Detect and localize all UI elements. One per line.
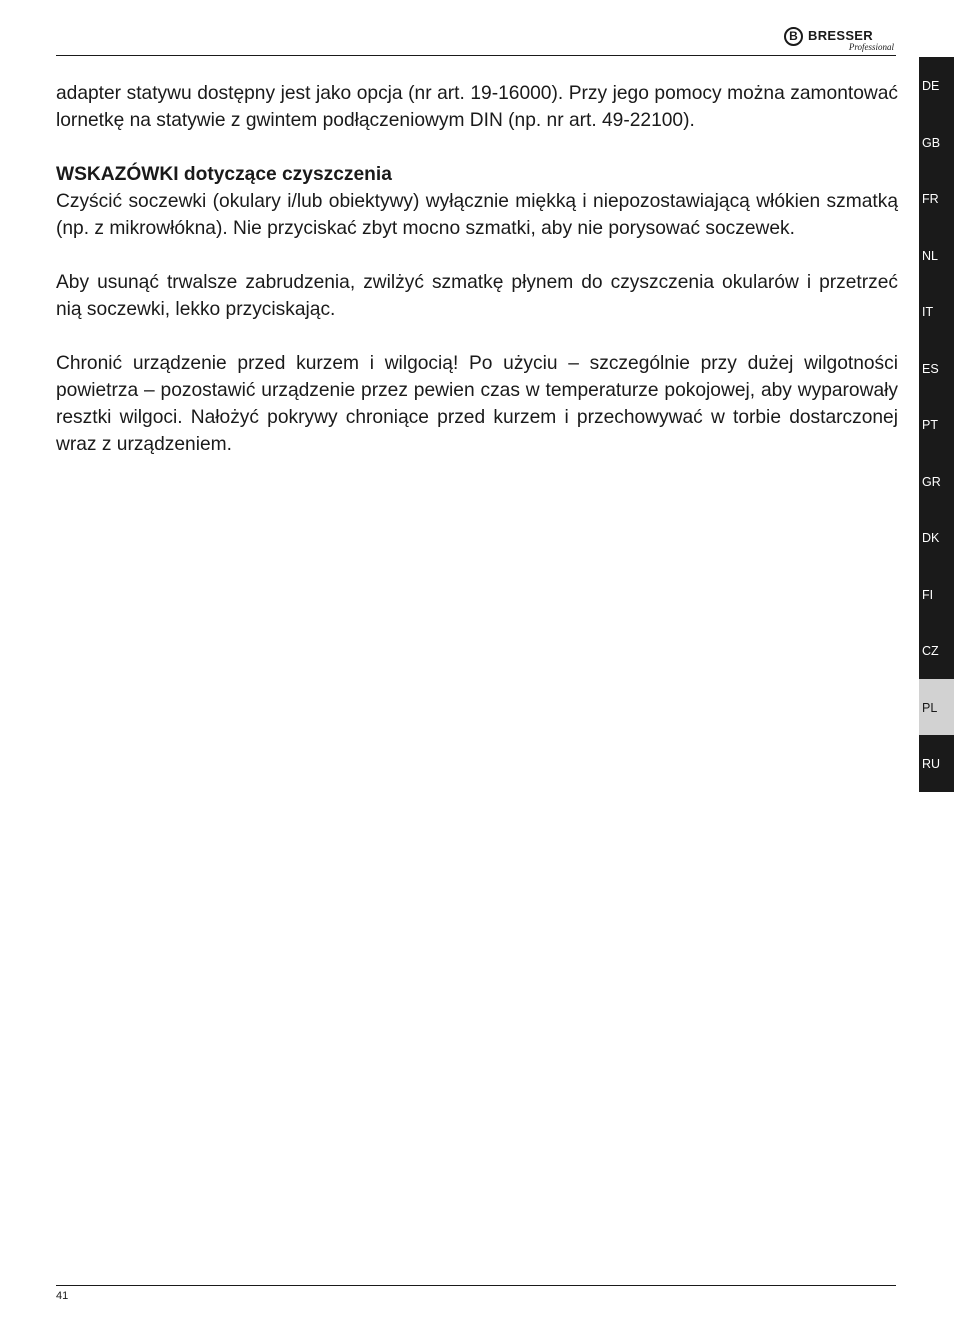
storage-paragraph: Chronić urządzenie przed kurzem i wilgocią! Po użyciu – szczególnie przy dużej wilgotności powietrza – pozostawić urządzenie przez pewien czas w temperaturze pokojowej, aby wyparowały resztki wilgoci. Nałożyć pokrywy chroniące przed kurzem i przechowywać w torbie dostarczonej wraz z urządzeniem. <box>56 353 898 455</box>
stains-paragraph: Aby usunąć trwalsze zabrudzenia, zwilżyć szmatkę płynem do czyszczenia okularów i przetrzeć nią soczewki, lekko przyciskając. <box>56 272 898 320</box>
lang-tab-fr[interactable]: FR <box>919 170 954 227</box>
page-number: 41 <box>56 1290 69 1302</box>
header-rule <box>56 55 896 56</box>
lang-tab-ru[interactable]: RU <box>919 735 954 792</box>
bresser-logo <box>784 25 898 53</box>
lang-tab-cz[interactable]: CZ <box>919 622 954 679</box>
lang-tab-pt[interactable]: PT <box>919 396 954 453</box>
section-heading: WSKAZÓWKI dotyczące czyszczenia <box>56 164 392 185</box>
lang-tab-gb[interactable]: GB <box>919 114 954 171</box>
brand-subtitle: Professional <box>848 42 894 52</box>
intro-paragraph: adapter statywu dostępny jest jako opcja (nr art. 19-16000). Przy jego pomocy można zamontować lornetkę na statywie z gwintem podłączeniowym DIN (np. nr art. 49-22100). <box>56 83 898 131</box>
lang-tab-nl[interactable]: NL <box>919 227 954 284</box>
brand-name: BRESSER <box>808 28 873 43</box>
lang-tab-dk[interactable]: DK <box>919 509 954 566</box>
lang-tab-fi[interactable]: FI <box>919 566 954 623</box>
cleaning-paragraph: Czyścić soczewki (okulary i/lub obiektywy) wyłącznie miękką i niepozostawiającą włókien szmatką (np. z mikrowłókna). Nie przyciskać zbyt mocno szmatki, aby nie porysować soczewek. <box>56 191 898 239</box>
bresser-logo-icon: B <box>784 27 803 46</box>
lang-tab-es[interactable]: ES <box>919 340 954 397</box>
lang-tab-gr[interactable]: GR <box>919 453 954 510</box>
page-content <box>56 80 898 485</box>
language-tabs <box>919 57 954 792</box>
footer-rule <box>56 1285 896 1286</box>
lang-tab-pl[interactable]: PL <box>919 679 954 736</box>
lang-tab-it[interactable]: IT <box>919 283 954 340</box>
lang-tab-de[interactable]: DE <box>919 57 954 114</box>
